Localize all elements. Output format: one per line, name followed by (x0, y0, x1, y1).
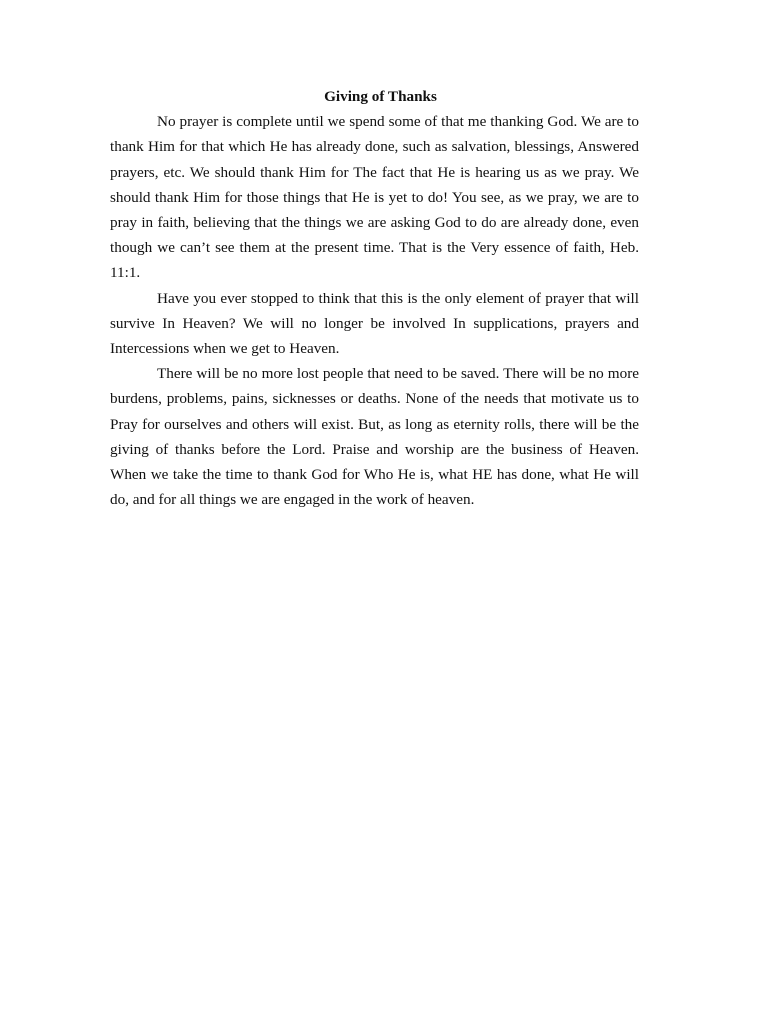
document-title: Giving of Thanks (324, 88, 437, 105)
paragraph-3: There will be no more lost people that need to be saved. There will be no more burdens, problems, pains, sicknesses or deaths. None of the needs that motivate us to Pray for ourselves and others will exist. But, as long as eternity rolls, there will be the giving of thanks before the Lord. Praise and worship are the business of Heaven. When we take the time to thank God for Who He is, what HE has done, what He will do, and for all things we are engaged in the work of heaven. (110, 365, 639, 509)
paragraph-1: No prayer is complete until we spend some of that me thanking God. We are to thank Him for that which He has already done, such as salvation, blessings, Answered prayers, etc. We should thank Him for The fact that He is hearing us as we pray. We should thank Him for those things that He is yet to do! You see, as we pray, we are to pray in faith, believing that the things we are asking God to do are already done, even though we can’t see them at the present time. That is the Very essence of faith, Heb. 11:1. (110, 113, 639, 282)
paragraph-2: Have you ever stopped to think that this is the only element of prayer that will survive In Heaven? We will no longer be involved In supplications, prayers and Intercessions when we get to Heaven. (110, 289, 639, 358)
document-body (110, 84, 639, 512)
